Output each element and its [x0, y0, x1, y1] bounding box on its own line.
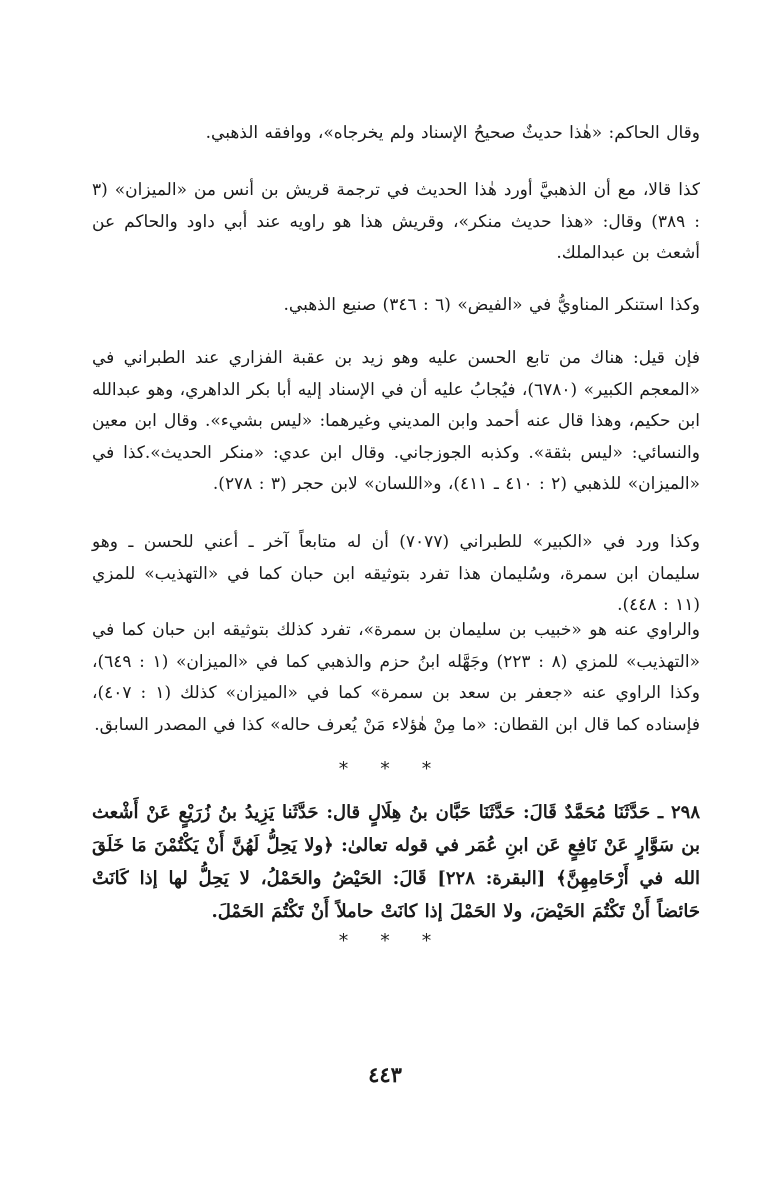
paragraph-khubayb: والراوي عنه هو «خبيب بن سليمان بن سمرة»، تفرد كذلك بتوثيقه ابن حبان كما في «التهذيب» للمزي (٨ : ٢٢٣) وجَهَّله ابنُ حزم والذهبي كما في «الميزان» (١ : ٦٤٩)، وكذا الراوي عنه «جعفر بن سعد بن سمرة» كما في «الميزان» كذلك (١ : ٤٠٧)، فإسناده كما قال ابن القطان: «ما مِنْ هٰؤلاء مَنْ يُعرف حاله» كذا في المصدر السابق. — [92, 620, 700, 735]
paragraph-sulayman-ibn-samura: وكذا ورد في «الكبير» للطبراني (٧٠٧٧) أن له متابعاً آخر ـ أعني للحسن ـ وهو سليمان ابن سمرة، وسُليمان هذا تفرد بتوثيقه ابن حبان كما في «التهذيب» للمزي (١١ : ٤٤٨). — [92, 532, 700, 615]
hadith-298: ٢٩٨ ـ حَدَّثَنَا مُحَمَّدٌ قَالَ: حَدَّثَنَا حَبَّان بنُ هِلَالٍ قال: حَدَّثَنا يَزِيدُ بنُ زُرَيْعٍ عَنْ أَشْعث بن سَوَّارٍ عَنْ نَافِعٍ عَن ابنِ عُمَر في قوله تعالىٰ: ﴿ولا يَحِلُّ لَهُنَّ أَنْ يَكْتُمْنَ مَا خَلَقَ الله في أَرْحَامِهِنَّ﴾ [البقرة: ٢٢٨] قَالَ: الحَيْضُ والحَمْلُ، لا يَحِلُّ لها إذا كَانَتْ حَائضاً أَنْ تَكْتُمَ الحَيْضَ، ولا الحَمْلَ إذا كانَتْ حاملاً أَنْ تَكْتُمَ الحَمْلَ. — [92, 802, 700, 922]
asterisk-glyph: * — [421, 930, 432, 952]
asterisk-glyph: * — [338, 930, 349, 952]
asterisk-glyph: * — [421, 758, 432, 780]
page-number: ٤٤٣ — [368, 1062, 402, 1087]
asterisk-glyph: * — [380, 758, 390, 780]
section-separator — [0, 930, 770, 952]
asterisk-glyph: * — [380, 930, 390, 952]
paragraph-zayd-ibn-uqba: فإن قيل: هناك من تابع الحسن عليه وهو زيد بن عقبة الفزاري عند الطبراني في «المعجم الكبير» (٦٧٨٠)، فيُجابُ عليه أن في الإسناد إليه أبا بكر الداهري، وهو عبدالله ابن حكيم، وهذا قال عنه أحمد وابن المديني وغيرهما: «ليس بشيء». وقال ابن معين والنسائي: «ليس بثقة». وكذبه الجوزجاني. وقال ابن عدي: «منكر الحديث».كذا في «الميزان» للذهبي (٢ : ٤١٠ ـ ٤١١)، و«اللسان» لابن حجر (٣ : ٢٧٨). — [92, 348, 700, 494]
paragraph-munawi: وكذا استنكر المناويُّ في «الفيض» (٦ : ٣٤٦) صنيع الذهبي. — [283, 295, 700, 315]
paragraph-hakim: وقال الحاكم: «هٰذا حديثٌ صحيحُ الإسناد ولم يخرجاه»، ووافقه الذهبي. — [205, 123, 700, 143]
section-separator — [0, 758, 770, 780]
paragraph-dhahabi-mizan: كذا قالا، مع أن الذهبيَّ أورد هٰذا الحديث في ترجمة قريش بن أنس من «الميزان» (٣ : ٣٨٩) وقال: «هذا حديث منكر»، وقريش هذا هو راويه عند أبي داود والحاكم عن أشعث بن عبدالملك. — [92, 180, 700, 263]
asterisk-glyph: * — [338, 758, 349, 780]
